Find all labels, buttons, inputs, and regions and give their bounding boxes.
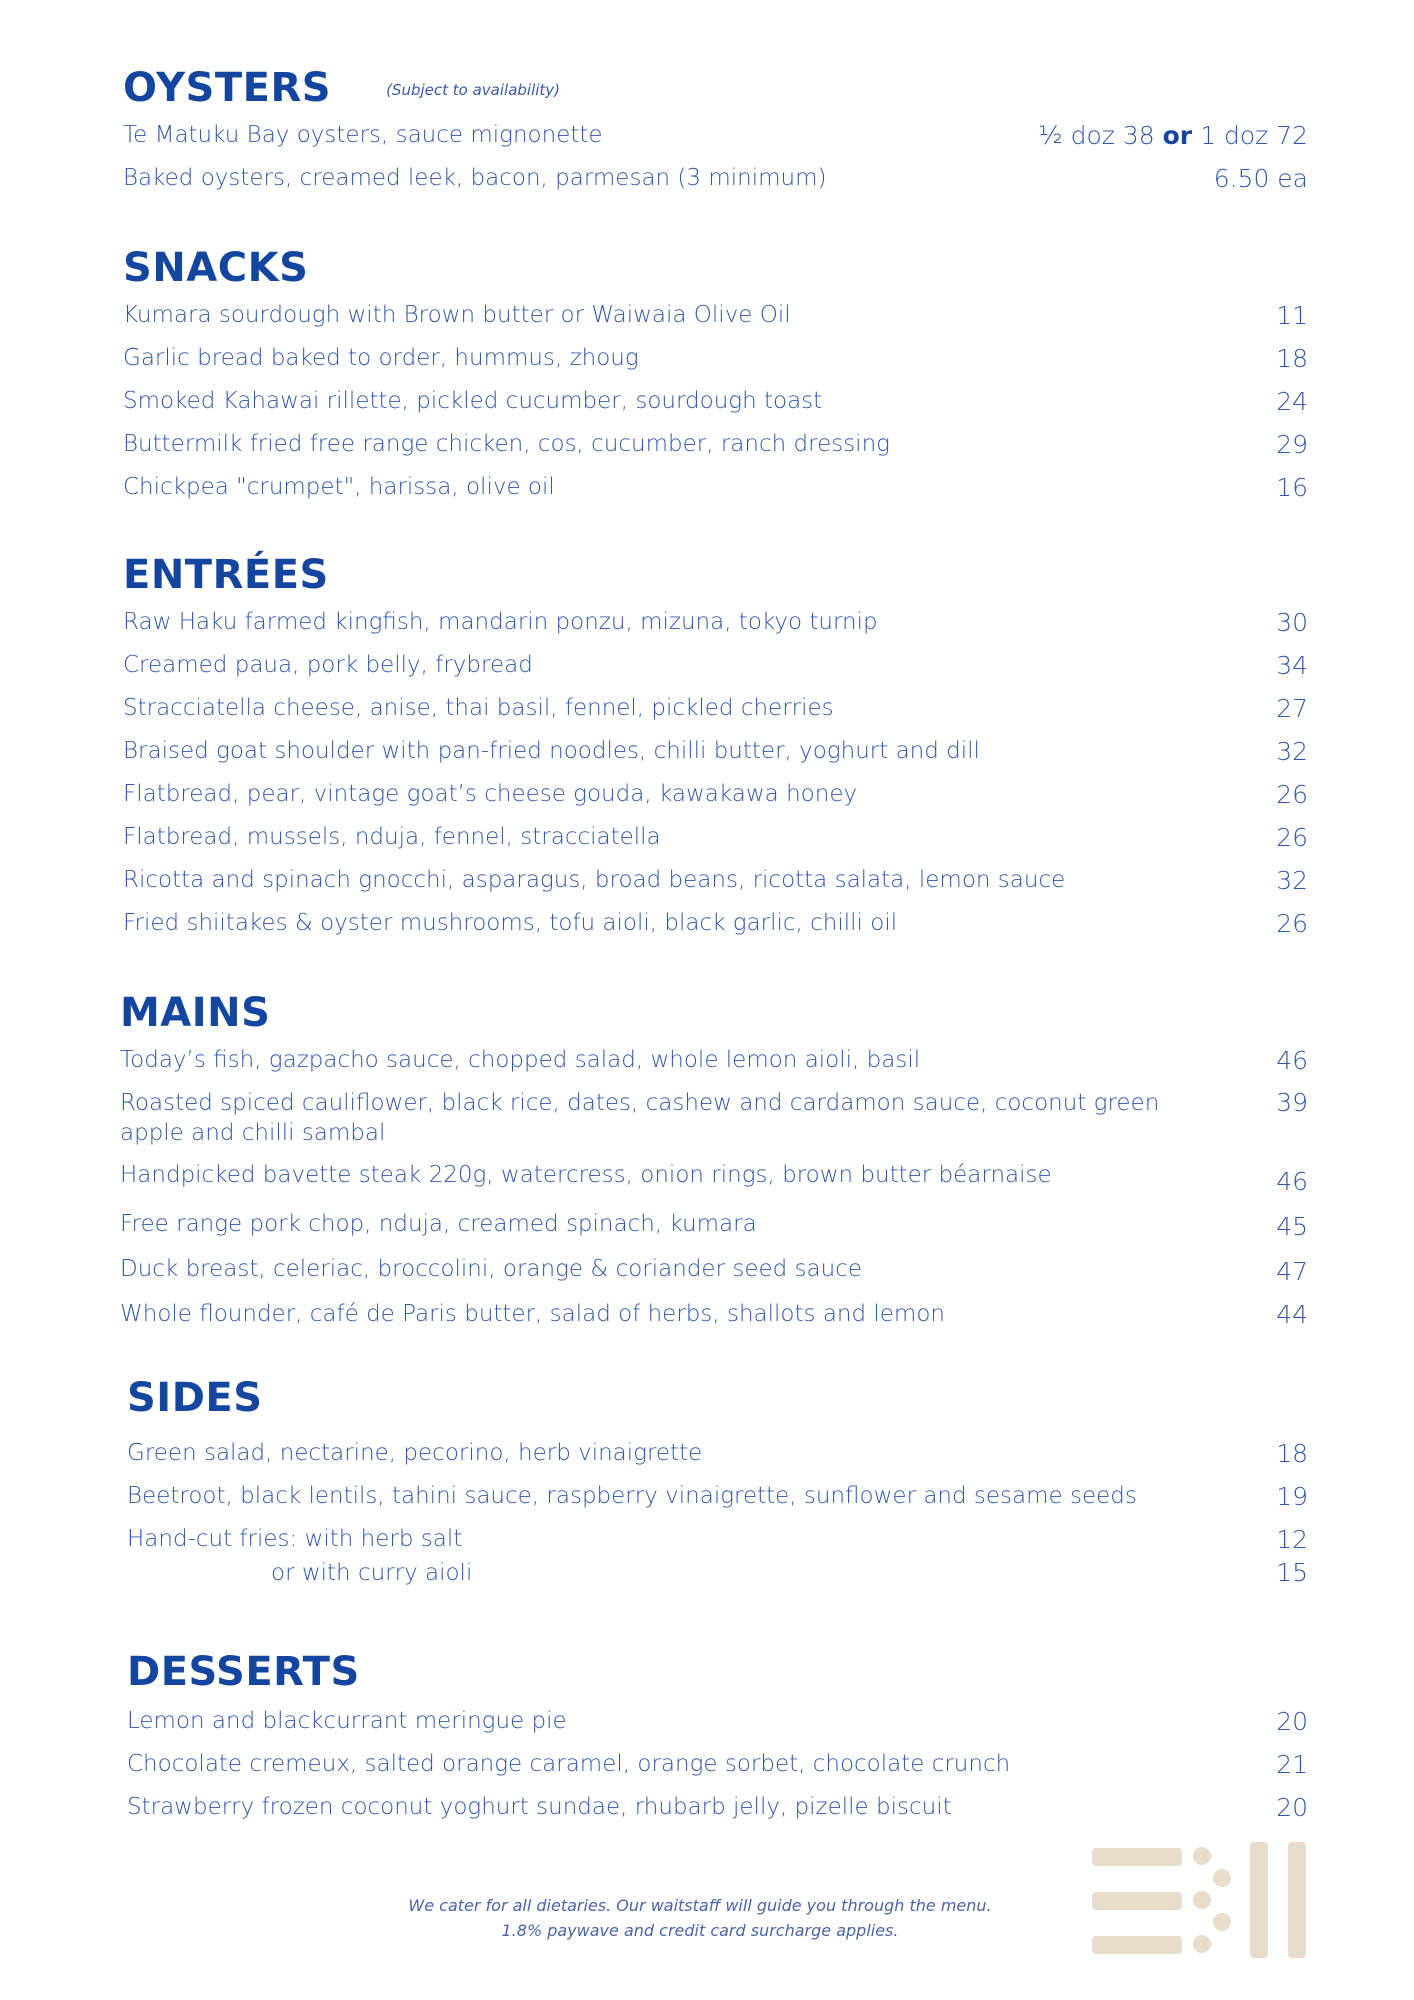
item-price: 46 — [1276, 1046, 1308, 1075]
item-name: Baked oysters, creamed leek, bacon, parmesan (3 minimum) — [123, 165, 827, 191]
item-price: 45 — [1276, 1212, 1308, 1241]
entrees-heading: ENTRÉES — [123, 552, 329, 598]
price-or: or — [1162, 121, 1193, 150]
item-name: Today’s fish, gazpacho sauce, chopped salad, whole lemon aioli, basil — [120, 1047, 921, 1073]
mains-section — [120, 990, 1308, 1342]
snacks-heading: SNACKS — [123, 245, 309, 291]
restaurant-logo-icon — [1090, 1840, 1315, 1960]
item-price: 29 — [1276, 430, 1308, 459]
mains-heading: MAINS — [120, 990, 271, 1036]
item-price: 20 — [1276, 1793, 1308, 1822]
menu-item — [123, 779, 1308, 810]
item-name: Smoked Kahawai rillette, pickled cucumber, sourdough toast — [123, 388, 823, 414]
item-name: Stracciatella cheese, anise, thai basil, fennel, pickled cherries — [123, 695, 834, 721]
item-price: 44 — [1276, 1300, 1308, 1329]
menu-item — [127, 1749, 1308, 1780]
menu-item — [127, 1438, 1308, 1469]
item-name: Lemon and blackcurrant meringue pie — [127, 1708, 567, 1734]
item-price: 6.50 ea — [1213, 164, 1308, 193]
menu-item — [127, 1524, 1308, 1555]
mains-title-row — [120, 990, 1308, 1036]
item-name: Garlic bread baked to order, hummus, zhoug — [123, 345, 639, 371]
item-name: Kumara sourdough with Brown butter or Waiwaia Olive Oil — [123, 302, 791, 328]
oysters-title-row — [123, 65, 1308, 111]
item-price: 11 — [1276, 301, 1308, 330]
oysters-heading: OYSTERS — [123, 65, 332, 111]
item-name: Buttermilk fried free range chicken, cos, cucumber, ranch dressing — [123, 431, 890, 457]
item-price: 46 — [1276, 1167, 1308, 1196]
menu-item — [123, 865, 1308, 896]
item-price: 26 — [1276, 909, 1308, 938]
menu-item — [123, 343, 1308, 374]
menu-item — [123, 607, 1308, 638]
menu-item — [120, 1088, 1308, 1148]
desserts-section — [127, 1649, 1308, 1835]
menu-item — [123, 693, 1308, 724]
menu-item — [123, 822, 1308, 853]
price-full-dozen: 1 doz 72 — [1200, 121, 1308, 150]
item-name: Whole flounder, café de Paris butter, salad of herbs, shallots and lemon — [120, 1301, 945, 1327]
menu-item — [123, 736, 1308, 767]
item-price: 26 — [1276, 780, 1308, 809]
menu-item — [120, 1254, 1308, 1287]
item-price — [1038, 120, 1308, 151]
footer-note — [380, 1893, 1020, 1943]
item-name: Duck breast, celeriac, broccolini, orange & coriander seed sauce — [120, 1256, 862, 1282]
menu-item — [127, 1481, 1308, 1512]
menu-item — [123, 472, 1308, 503]
menu-item — [123, 300, 1308, 331]
item-price: 20 — [1276, 1707, 1308, 1736]
item-name: Handpicked bavette steak 220g, watercress, onion rings, brown butter béarnaise — [120, 1162, 1052, 1188]
item-price: 21 — [1276, 1750, 1308, 1779]
menu-item — [123, 429, 1308, 460]
menu-item — [120, 1045, 1308, 1076]
menu-item — [123, 908, 1308, 939]
item-name: Flatbread, pear, vintage goat’s cheese gouda, kawakawa honey — [123, 781, 858, 807]
item-name: Ricotta and spinach gnocchi, asparagus, broad beans, ricotta salata, lemon sauce — [123, 867, 1066, 893]
item-name: Braised goat shoulder with pan-fried noodles, chilli butter, yoghurt and dill — [123, 738, 980, 764]
snacks-title-row — [123, 245, 1308, 291]
sides-heading: SIDES — [127, 1375, 263, 1421]
menu-sub-item — [127, 1559, 1308, 1587]
item-price: 18 — [1276, 344, 1308, 373]
item-name: Chocolate cremeux, salted orange caramel, orange sorbet, chocolate crunch — [127, 1751, 1011, 1777]
menu-item — [120, 1299, 1308, 1330]
item-name: Strawberry frozen coconut yoghurt sundae, rhubarb jelly, pizelle biscuit — [127, 1794, 952, 1820]
oysters-section — [123, 65, 1308, 206]
item-name: Flatbread, mussels, nduja, fennel, stracciatella — [123, 824, 661, 850]
menu-item — [120, 1209, 1308, 1242]
item-price: 19 — [1276, 1482, 1308, 1511]
menu-item — [120, 1160, 1308, 1197]
menu-item — [123, 163, 1308, 194]
item-price: 39 — [1276, 1088, 1308, 1117]
entrees-section — [123, 552, 1308, 951]
footer-surcharge-line: 1.8% paywave and credit card surcharge applies. — [501, 1921, 899, 1940]
footer-dietaries-line: We cater for all dietaries. Our waitstaff will guide you through the menu. — [408, 1896, 992, 1915]
item-price: 32 — [1276, 866, 1308, 895]
item-name: Te Matuku Bay oysters, sauce mignonette — [123, 122, 603, 148]
menu-item — [123, 386, 1308, 417]
item-price: 47 — [1276, 1257, 1308, 1286]
item-price: 16 — [1276, 473, 1308, 502]
desserts-heading: DESSERTS — [127, 1649, 360, 1695]
desserts-title-row — [127, 1649, 1308, 1695]
snacks-section — [123, 245, 1308, 515]
item-price: 32 — [1276, 737, 1308, 766]
sides-section — [127, 1375, 1308, 1599]
item-name: Beetroot, black lentils, tahini sauce, raspberry vinaigrette, sunflower and sesame seeds — [127, 1483, 1137, 1509]
item-price: 27 — [1276, 694, 1308, 723]
menu-item — [127, 1792, 1308, 1823]
entrees-title-row — [123, 552, 1308, 598]
item-name: Free range pork chop, nduja, creamed spinach, kumara — [120, 1211, 757, 1237]
item-price: 24 — [1276, 387, 1308, 416]
item-name: Hand-cut fries: with herb salt — [127, 1526, 463, 1552]
oysters-availability-note: (Subject to availability) — [386, 81, 561, 99]
item-name: Raw Haku farmed kingfish, mandarin ponzu, mizuna, tokyo turnip — [123, 609, 878, 635]
item-price: 12 — [1276, 1525, 1308, 1554]
sides-title-row — [127, 1375, 1308, 1421]
menu-item — [127, 1706, 1308, 1737]
item-price: 15 — [1276, 1558, 1308, 1587]
item-name: Fried shiitakes & oyster mushrooms, tofu aioli, black garlic, chilli oil — [123, 910, 898, 936]
menu-item — [123, 120, 1308, 151]
price-half-dozen: ½ doz 38 — [1038, 121, 1155, 150]
item-name: Chickpea "crumpet", harissa, olive oil — [123, 474, 555, 500]
item-name: Roasted spiced cauliflower, black rice, dates, cashew and cardamon sauce, coconut green apple and chilli sambal — [120, 1090, 1160, 1146]
item-price: 18 — [1276, 1439, 1308, 1468]
item-name: Creamed paua, pork belly, frybread — [123, 652, 533, 678]
item-price: 30 — [1276, 608, 1308, 637]
menu-item — [123, 650, 1308, 681]
item-name: Green salad, nectarine, pecorino, herb vinaigrette — [127, 1440, 703, 1466]
item-price: 34 — [1276, 651, 1308, 680]
item-price: 26 — [1276, 823, 1308, 852]
item-name: or with curry aioli — [271, 1560, 473, 1586]
